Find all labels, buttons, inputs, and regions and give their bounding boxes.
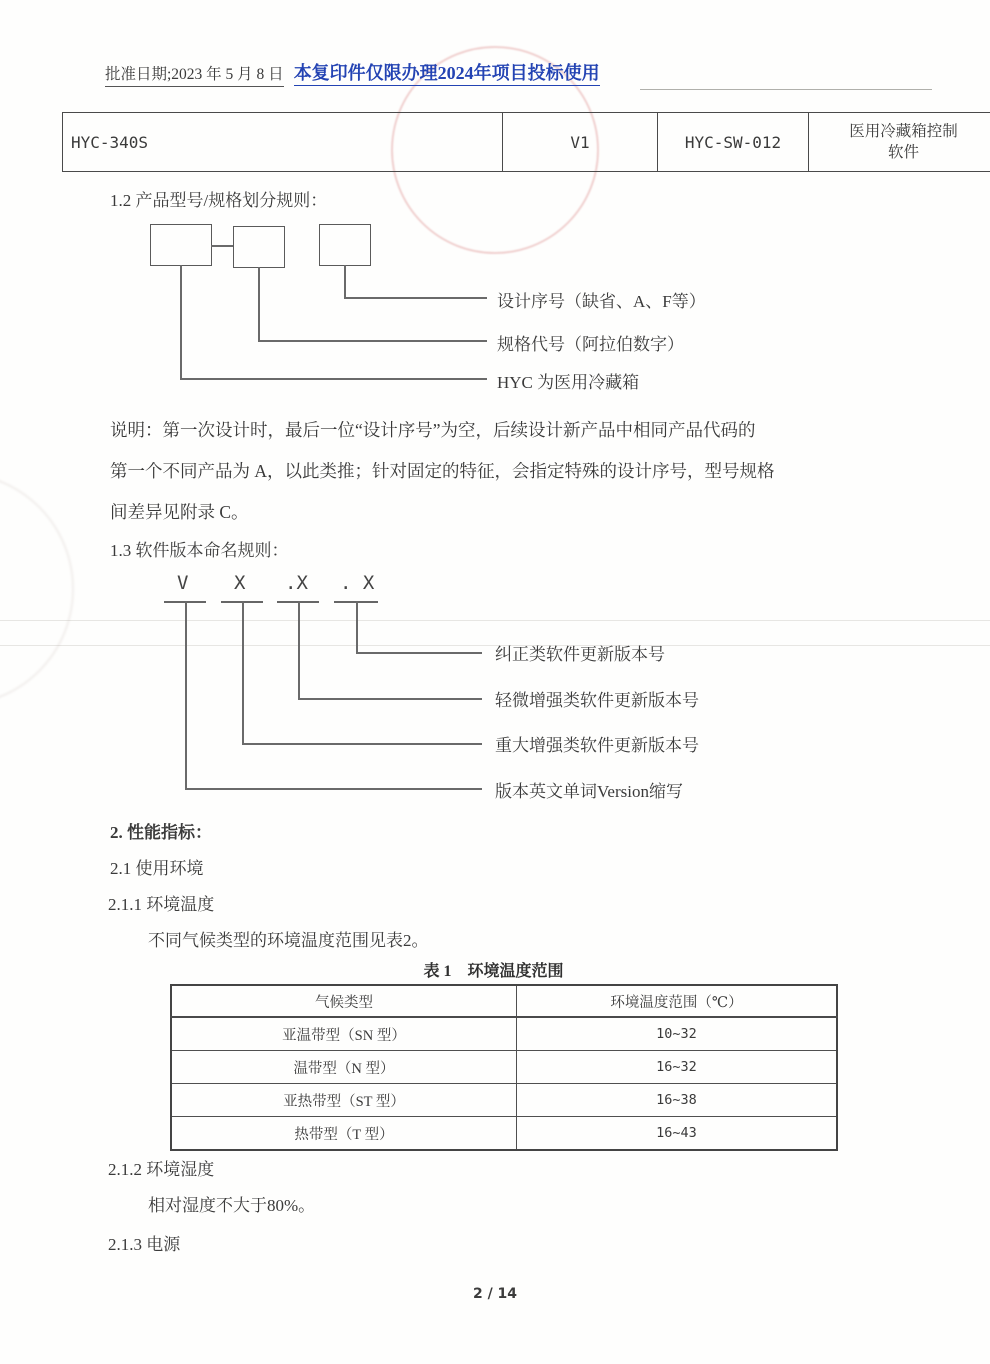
connector-line [180, 378, 487, 380]
minor-version-label: 轻微增强类软件更新版本号 [495, 691, 699, 710]
section-2-1-2-heading: 2.1.2 环境湿度 [108, 1160, 215, 1179]
connector-line [258, 267, 260, 341]
env-temp-table [170, 984, 838, 1151]
env-table-title: 表 1 环境温度范围 [423, 963, 564, 980]
faint-stamp-arc [0, 472, 74, 706]
scan-fold-line [0, 620, 990, 621]
version-token-x3: . X [340, 572, 375, 594]
humidity-note: 相对湿度不大于80%。 [148, 1196, 316, 1215]
connector-line [211, 245, 233, 247]
section-2-1-1-heading: 2.1.1 环境温度 [108, 895, 215, 914]
connector-line [258, 340, 487, 342]
header-rule [640, 89, 932, 90]
restriction-note: 本复印件仅限办理2024年项目投标使用 [294, 63, 600, 86]
model-rule-note: 说明：第一次设计时，最后一位“设计序号”为空，后续设计新产品中相同产品代码的 第一个不同产品为 A，以此类推；针对固定的特征，会指定特殊的设计序号，型号规格 间差异见附录 C。 [110, 420, 775, 522]
section-2-1-3-heading: 2.1.3 电源 [108, 1235, 181, 1254]
connector-line [185, 788, 482, 790]
doc-name-cell: 医用冷藏箱控制 软件 [809, 113, 990, 172]
section-2-heading: 2. 性能指标： [110, 823, 212, 842]
header-note [105, 59, 600, 85]
page-number: 2 / 14 [472, 1286, 518, 1302]
env-temp-intro: 不同气候类型的环境温度范围见表2。 [148, 931, 429, 950]
connector-line [185, 601, 187, 789]
table-row: 亚温带型（SN 型） 10~32 [171, 1017, 837, 1051]
section-2-1-heading: 2.1 使用环境 [110, 859, 204, 878]
table-header-row [171, 985, 837, 1017]
connector-line [344, 297, 487, 299]
model-cell: HYC-340S [63, 113, 503, 172]
section-1-3-heading: 1.3 软件版本命名规则： [110, 541, 289, 560]
connector-line [242, 743, 482, 745]
design-serial-label: 设计序号（缺省、A、F等） [497, 292, 706, 311]
major-version-label: 重大增强类软件更新版本号 [495, 736, 699, 755]
table-row [63, 113, 990, 172]
connector-line [344, 265, 346, 298]
version-token-x1: X [234, 572, 246, 594]
connector-line [298, 601, 300, 699]
connector-line [180, 265, 182, 379]
version-abbr-label: 版本英文单词Version缩写 [495, 782, 683, 801]
doc-code-cell: HYC-SW-012 [658, 113, 809, 172]
model-code-box-1 [150, 224, 212, 266]
connector-line [356, 652, 482, 654]
col-header-range: 环境温度范围（℃） [517, 985, 838, 1017]
model-code-box-2 [233, 226, 285, 268]
version-token-v: V [177, 572, 189, 594]
patch-version-label: 纠正类软件更新版本号 [495, 645, 665, 664]
spec-code-label: 规格代号（阿拉伯数字） [497, 335, 684, 354]
table-row: 热带型（T 型） 16~43 [171, 1117, 837, 1151]
version-cell: V1 [503, 113, 658, 172]
doc-id-table [62, 112, 990, 172]
table-row: 亚热带型（ST 型） 16~38 [171, 1084, 837, 1117]
model-code-box-3 [319, 224, 371, 266]
hyc-meaning-label: HYC 为医用冷藏箱 [497, 373, 640, 392]
connector-line [298, 698, 482, 700]
col-header-climate: 气候类型 [171, 985, 517, 1017]
connector-line [242, 601, 244, 744]
approval-date: 批准日期;2023 年 5 月 8 日 [105, 66, 284, 87]
table-row: 温带型（N 型） 16~32 [171, 1051, 837, 1084]
section-1-2-heading: 1.2 产品型号/规格划分规则： [110, 191, 328, 210]
connector-line [356, 601, 358, 653]
version-token-x2: .X [285, 572, 308, 594]
